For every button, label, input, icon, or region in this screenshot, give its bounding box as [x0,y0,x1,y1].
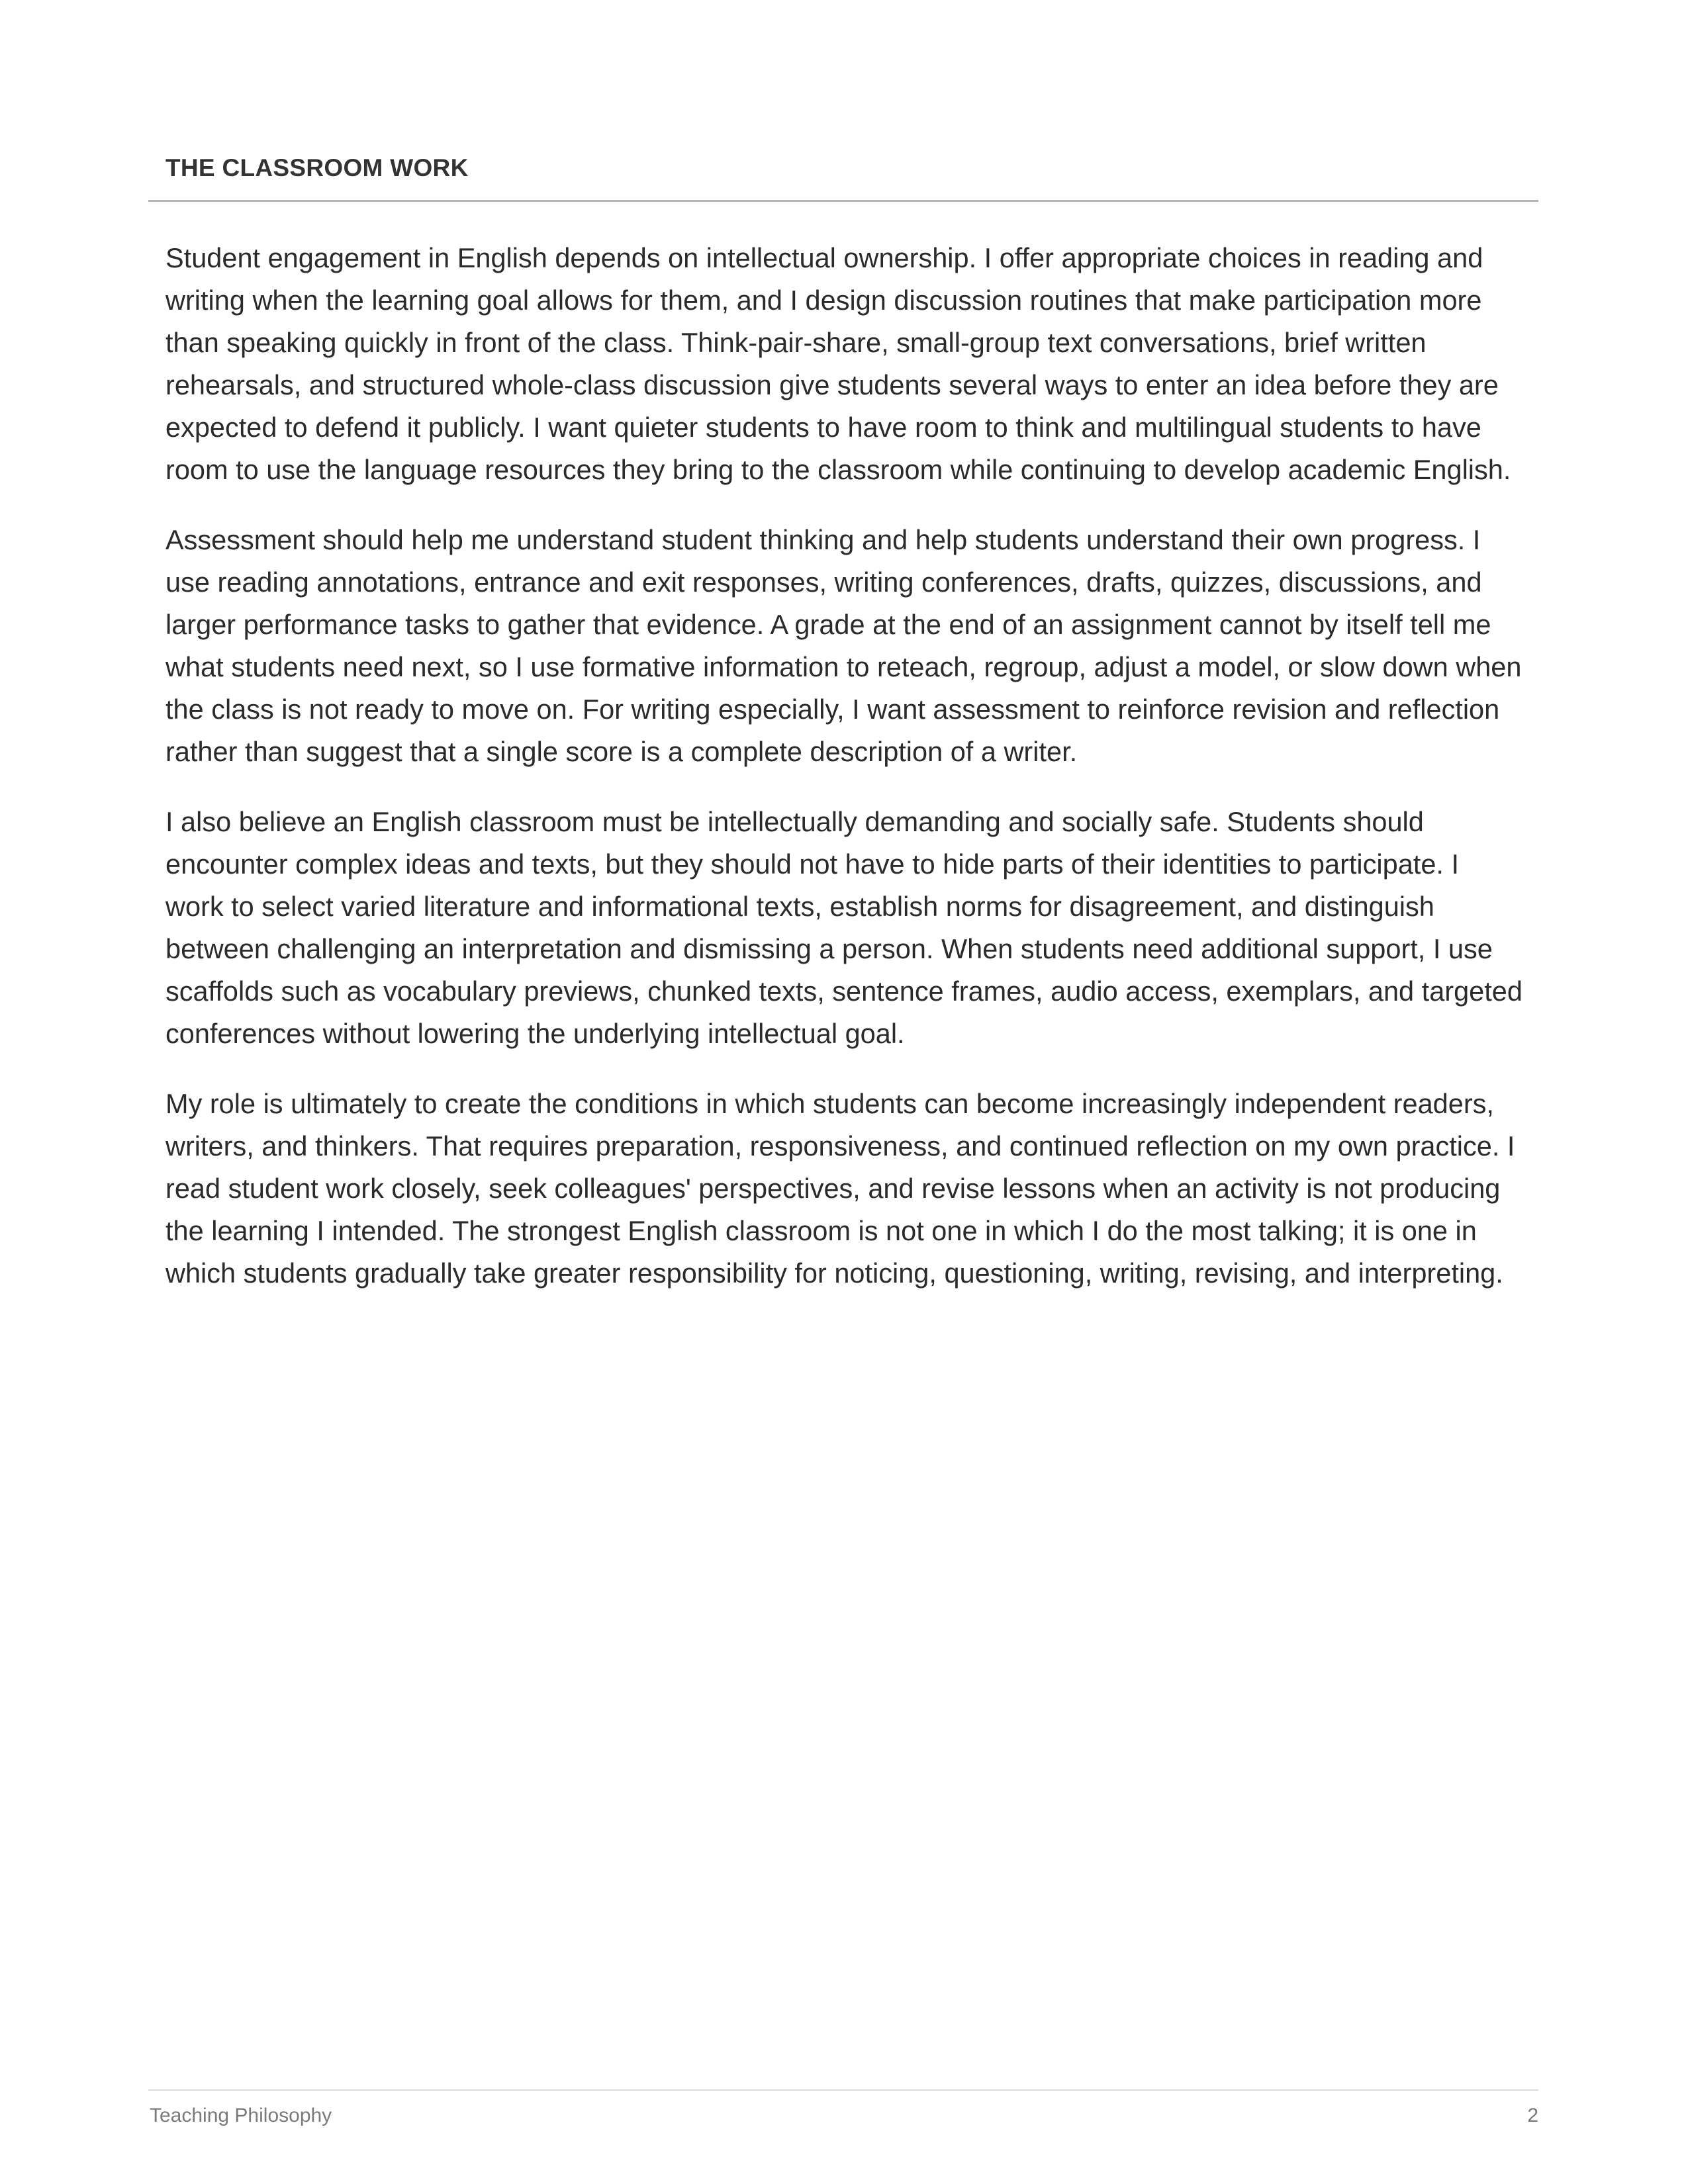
footer-document-title: Teaching Philosophy [150,2105,332,2126]
paragraph-classroom-safety: I also believe an English classroom must be intellectually demanding and socially safe. Students should encounter complex ideas and texts, but they should not have to hide parts of their identities to participate. I work to select varied literature and informational texts, establish norms for disagreement, and distinguish between challenging an interpretation and dismissing a person. When students need additional support, I use scaffolds such as vocabulary previews, chunked texts, sentence frames, audio access, exemplars, and targeted conferences without lowering the underlying intellectual goal. [165,806,1523,1049]
paragraph-assessment: Assessment should help me understand student thinking and help students understand their own progress. I use reading annotations, entrance and exit responses, writing conferences, drafts, quizzes, discussions, and larger performance tasks to gather that evidence. A grade at the end of an assignment cannot by itself tell me what students need next, so I use formative information to reteach, regroup, adjust a model, or slow down when the class is not ready to move on. For writing especially, I want assessment to reinforce revision and reflection rather than suggest that a single score is a complete description of a writer. [165,524,1522,767]
footer-divider [148,2089,1538,2091]
body-text [165,237,1523,1322]
section-heading: THE CLASSROOM WORK [165,154,469,181]
paragraph-engagement: Student engagement in English depends on intellectual ownership. I offer appropriate choices in reading and writing when the learning goal allows for them, and I design discussion routines that make participation more than speaking quickly in front of the class. Think-pair-share, small-group text conversations, brief written rehearsals, and structured whole-class discussion give students several ways to enter an idea before they are expected to defend it publicly. I want quieter students to have room to think and multilingual students to have room to use the language resources they bring to the classroom while continuing to develop academic English. [165,242,1511,485]
section-divider [148,200,1538,202]
paragraph-teacher-role: My role is ultimately to create the conditions in which students can become increasingly independent readers, writers, and thinkers. That requires preparation, responsiveness, and continued reflection on my own practice. I read student work closely, seek colleagues' perspectives, and revise lessons when an activity is not producing the learning I intended. The strongest English classroom is not one in which I do the most talking; it is one in which students gradually take greater responsibility for noticing, questioning, writing, revising, and interpreting. [165,1088,1515,1289]
footer-page-number: 2 [1527,2105,1538,2126]
